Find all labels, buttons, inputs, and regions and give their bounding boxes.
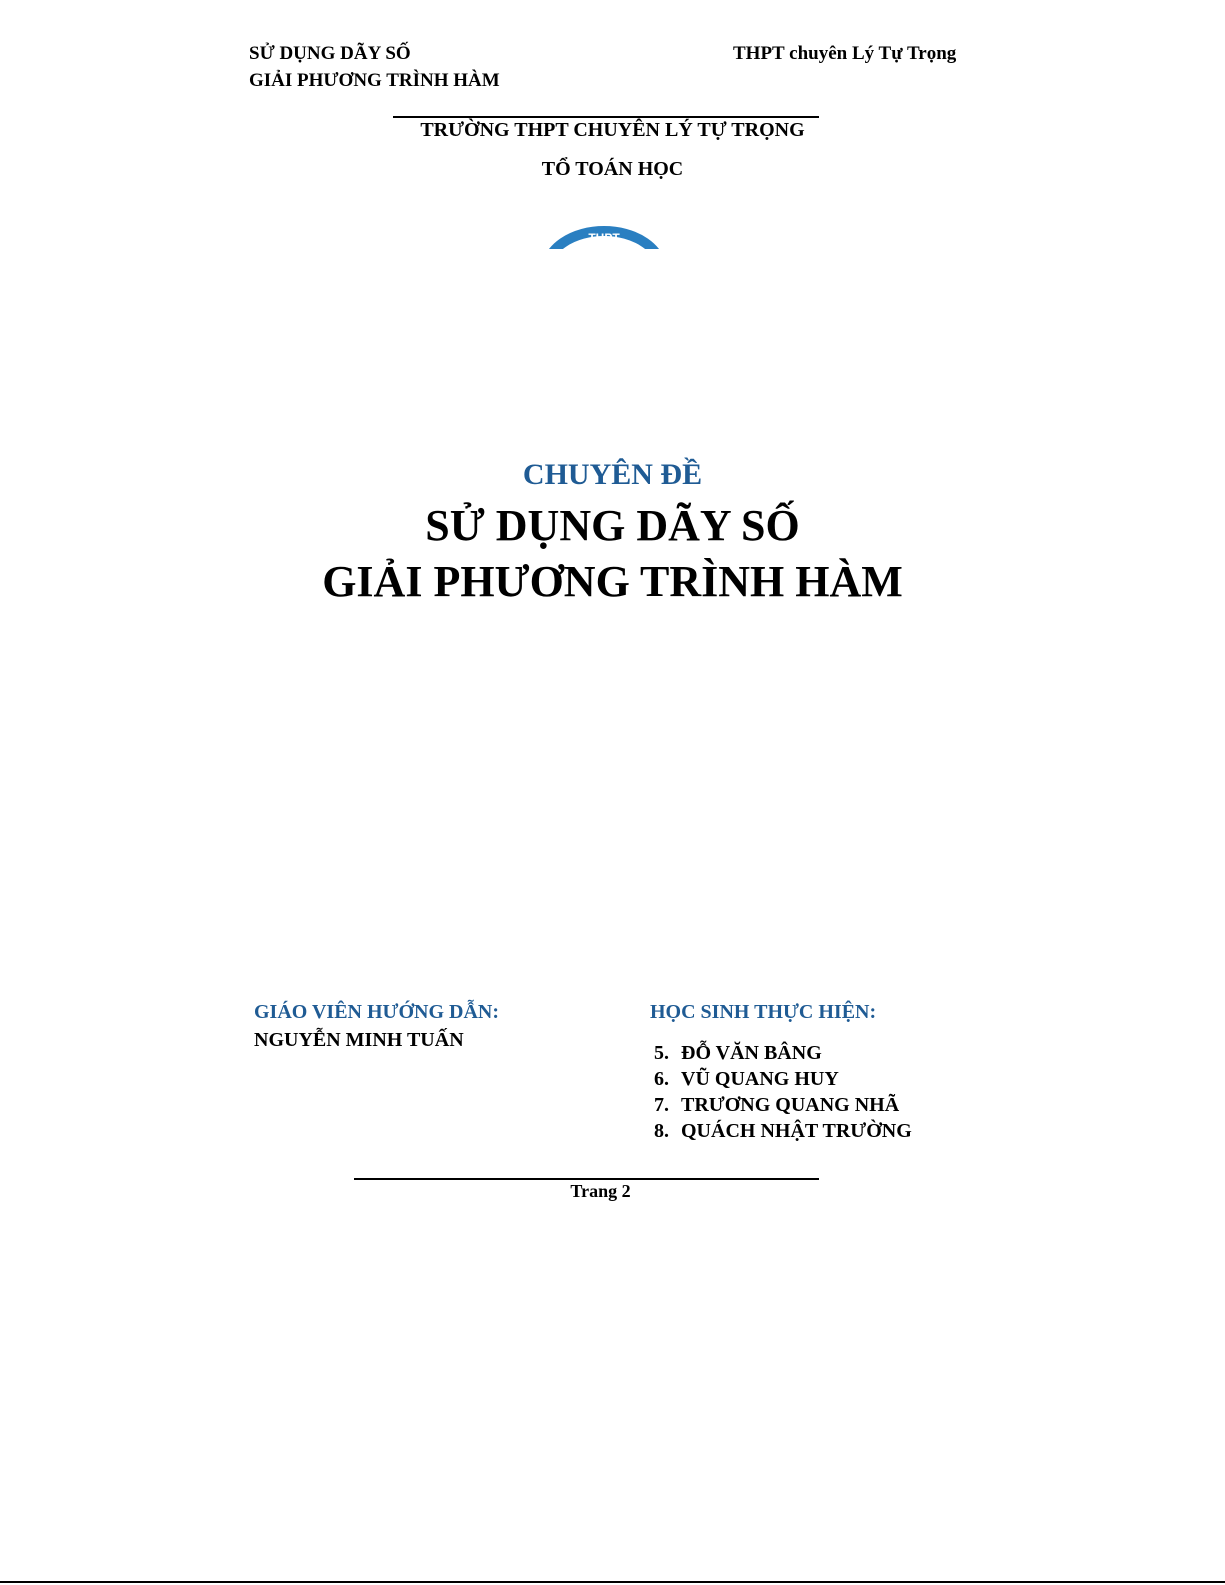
- student-name: TRƯƠNG QUANG NHÃ: [681, 1094, 900, 1116]
- header-left-line2: GIẢI PHƯƠNG TRÌNH HÀM: [249, 70, 500, 91]
- list-item: [654, 1092, 912, 1118]
- student-name: QUÁCH NHẬT TRƯỜNG: [681, 1120, 912, 1142]
- header-rule: [393, 116, 819, 118]
- list-number: 5.: [654, 1042, 669, 1064]
- seal-text: THPT: [588, 231, 620, 245]
- list-item: [654, 1040, 912, 1066]
- list-number: 6.: [654, 1068, 669, 1090]
- list-item: [654, 1066, 912, 1092]
- teacher-name: NGUYỄN MINH TUẤN: [254, 1029, 464, 1051]
- students-heading: HỌC SINH THỰC HIỆN:: [650, 1001, 877, 1023]
- title-line2: GIẢI PHƯƠNG TRÌNH HÀM: [322, 557, 903, 606]
- student-name: VŨ QUANG HUY: [681, 1068, 839, 1090]
- school-name: TRƯỜNG THPT CHUYÊN LÝ TỰ TRỌNG: [420, 119, 805, 141]
- list-number: 8.: [654, 1120, 669, 1142]
- student-name: ĐỖ VĂN BÂNG: [681, 1042, 822, 1064]
- list-item: [654, 1118, 912, 1144]
- page-number: Trang 2: [570, 1181, 631, 1201]
- title-line1: SỬ DỤNG DÃY SỐ: [425, 501, 800, 550]
- header-left-line1: SỬ DỤNG DÃY SỐ: [249, 43, 411, 64]
- school-seal: [514, 211, 694, 249]
- teacher-heading: GIÁO VIÊN HƯỚNG DẪN:: [254, 1001, 500, 1023]
- seal-emblem: [514, 211, 694, 249]
- list-number: 7.: [654, 1094, 669, 1116]
- header-right: THPT chuyên Lý Tự Trọng: [733, 43, 957, 64]
- students-list: [654, 1040, 912, 1144]
- topic-label: CHUYÊN ĐỀ: [522, 458, 703, 491]
- footer-rule: [354, 1178, 819, 1180]
- department-name: TỔ TOÁN HỌC: [541, 158, 684, 180]
- page-bottom-edge: [0, 1581, 1225, 1583]
